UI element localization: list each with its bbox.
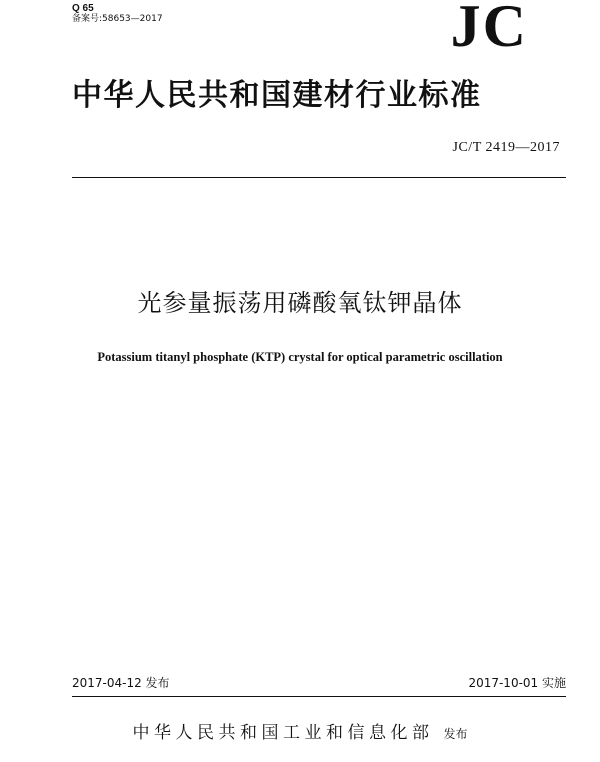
implementation-date: 2017-10-01 实施 bbox=[468, 676, 566, 690]
bottom-divider bbox=[72, 696, 566, 697]
standard-code: JC/T 2419—2017 bbox=[452, 140, 560, 155]
jc-logo: JC bbox=[450, 0, 528, 59]
ics-classification-code: Q 65 bbox=[72, 3, 94, 14]
issuer-action: 发布 bbox=[443, 727, 468, 741]
document-title-english: Potassium titanyl phosphate (KTP) crystal for optical parametric oscillation bbox=[97, 350, 503, 364]
filing-number: 备案号:58653—2017 bbox=[72, 14, 163, 24]
top-divider bbox=[72, 177, 566, 178]
issuer-name: 中华人民共和国工业和信息化部 bbox=[132, 723, 434, 743]
document-title-chinese: 光参量振荡用磷酸氧钛钾晶体 bbox=[137, 289, 463, 317]
standard-category-title: 中华人民共和国建材行业标准 bbox=[72, 78, 482, 113]
issuer-line bbox=[0, 722, 600, 745]
issue-date: 2017-04-12 发布 bbox=[72, 676, 170, 690]
